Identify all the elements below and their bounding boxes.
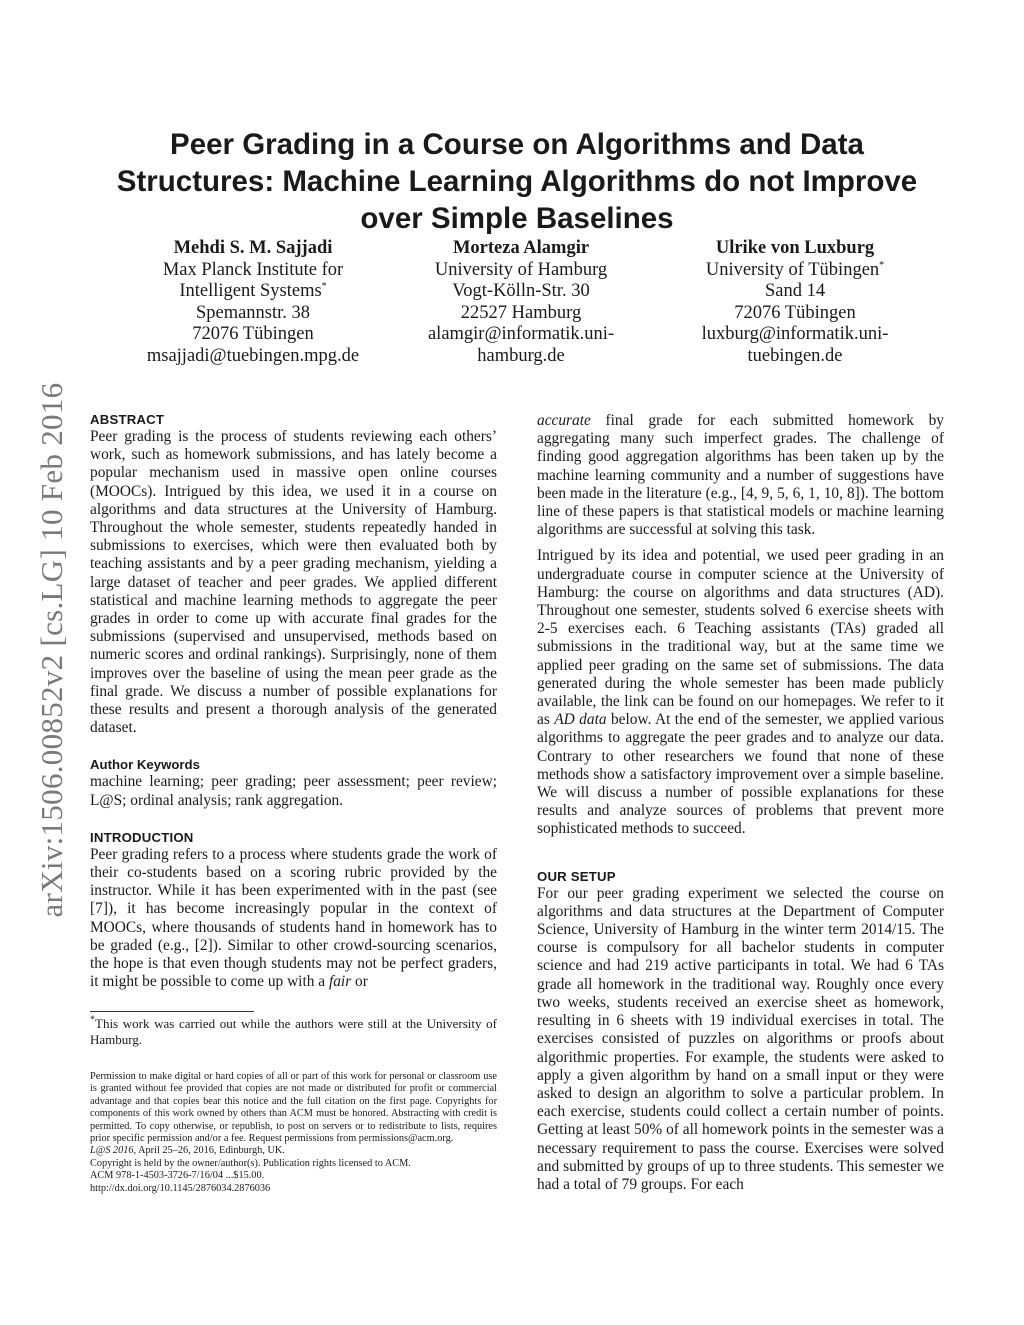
arxiv-identifier: arXiv:1506.00852v2 [cs.LG] 10 Feb 2016 — [34, 382, 69, 918]
title-line: Structures: Machine Learning Algorithms do not Improve — [116, 165, 918, 198]
author-affiliation: University of Tübingen* — [705, 259, 885, 280]
author-affiliation: Intelligent Systems* — [179, 281, 327, 302]
left-column — [90, 412, 497, 991]
introduction-paragraph: Peer grading refers to a process where students grade the work of their co-students based on a scoring rubric provided by the instructor. While it has been experimented with in the past (see [7]), it has become increasingly popular in the context of MOOCs, where thousands of students hand in homework has to be graded (e.g., [2]). Similar to other crowd-sourcing scenarios, the hope is that even though students may not be perfect graders, it might be possible to come up with a fair or — [90, 845, 497, 991]
author-email: tuebingen.de — [747, 345, 843, 366]
italic-term: fair — [328, 973, 352, 991]
author-name: Mehdi S. M. Sajjadi — [173, 238, 333, 258]
footnote-text: This work was carried out while the authors were still at the University of Hamburg. — [90, 1016, 497, 1047]
isbn: ACM 978-1-4503-3726-7/16/04 ...$15.00. — [90, 1170, 265, 1182]
setup-heading: OUR SETUP — [537, 868, 616, 884]
author-block — [381, 238, 661, 368]
right-column — [537, 412, 944, 1194]
author-email: msajjadi@tuebingen.mpg.de — [146, 345, 360, 366]
author-city: 72076 Tübingen — [734, 302, 856, 323]
italic-term: AD data — [554, 711, 607, 729]
author-city: 72076 Tübingen — [192, 324, 314, 345]
author-street: Sand 14 — [764, 281, 826, 302]
doi-link[interactable]: http://dx.doi.org/10.1145/2876034.2876036 — [90, 1182, 271, 1194]
title-line: Peer Grading in a Course on Algorithms and Data — [170, 128, 864, 161]
keywords-text: machine learning; peer grading; peer assessment; peer review; L@S; ordinal analysis; rank aggregation. — [90, 773, 497, 809]
author-block — [655, 238, 935, 368]
introduction-continuation: accurate final grade for each submitted homework by aggregating many such imperfect grades. The challenge of finding good aggregation algorithms has been taken up by the machine learning community and a number of suggestions have been made in the literature (e.g., [4, 9, 5, 6, 1, 10, 8]). The bottom line of these papers is that statistical models or machine learning algorithms are successful at solving this task. — [537, 412, 944, 539]
author-affiliation: University of Hamburg — [434, 259, 608, 280]
setup-text: For our peer grading experiment we selected the course on algorithms and data structures at the Department of Computer Science, University of Hamburg in the winter term 2014/15. The course is compulsory for all bachelor students in computer science and had 219 active participants in total. We had 6 TAs grade all homework in the traditional way. Roughly once every two weeks, students received an exercise sheet as homework, resulting in 6 sheets with 19 individual exercises in total. The exercises consisted of puzzles on algorithms or proofs about algorithmic properties. For example, the students were asked to apply a given algorithm by hand on a small input or they were asked to design an algorithm to solve a particular problem. In each exercise, students could collect a certain number of points. Getting at least 50% of all homework points in the semester was a necessary requirement to pass the course. Exercises were solved and submitted by groups of up to three students. This semester we had a total of 79 groups. For each — [537, 884, 944, 1193]
author-affiliation: Max Planck Institute for — [162, 259, 344, 280]
introduction-heading: INTRODUCTION — [90, 829, 194, 845]
permission-text: Permission to make digital or hard copies of all or part of this work for personal or classroom use is granted without fee provided that copies are not made or distributed for profit or commercial advantage and that copies bear this notice and the full citation on the first page. Copyrights for components of this work owned by others than ACM must be honored. Abstracting with credit is permitted. To copy otherwise, or republish, to post on servers or to redistribute to lists, requires prior specific permission and/or a fee. Request permissions from permissions@acm.org. — [90, 1071, 497, 1145]
title-line: over Simple Baselines — [360, 202, 674, 235]
author-street: Spemannstr. 38 — [195, 302, 311, 323]
abstract-heading: ABSTRACT — [90, 412, 165, 427]
footnote-rule — [90, 1011, 254, 1012]
footnote-mark: * — [879, 259, 885, 271]
keywords-heading: Author Keywords — [90, 757, 200, 773]
copyright-notice: Copyright is held by the owner/author(s). Publication rights licensed to ACM. — [90, 1157, 411, 1169]
author-name: Morteza Alamgir — [452, 238, 590, 258]
author-city: 22527 Hamburg — [460, 302, 582, 323]
italic-term: accurate — [537, 412, 591, 429]
footnote — [90, 1011, 497, 1047]
footnote-mark: * — [90, 1014, 95, 1026]
permission-block — [90, 1071, 497, 1195]
author-email: luxburg@informatik.uni- — [701, 324, 889, 345]
author-email: alamgir@informatik.uni- — [427, 324, 615, 345]
author-name: Ulrike von Luxburg — [715, 238, 875, 258]
footnote-mark: * — [321, 281, 327, 293]
author-block — [113, 238, 393, 368]
author-email: hamburg.de — [477, 345, 565, 366]
introduction-paragraph-2: Intrigued by its idea and potential, we used peer grading in an undergraduate course in computer science at the University of Hamburg: the course on algorithms and data structures (AD). Throughout one semester, students solved 6 exercise sheets with 2-5 exercises each. 6 Teaching assistants (TAs) graded all submissions in the traditional way, but at the same time we applied peer grading on the same set of submissions. The data generated during the whole semester has been made publicly available, the link can be found on our homepages. We refer to it as AD data below. At the end of the semester, we applied various algorithms to aggregate the peer grades and to analyze our data. Contrary to other researchers we found that none of these methods show a satisfactory improvement over a simple baseline. We will discuss a number of possible explanations for these results and analyze sources of problems that prevent more sophisticated methods to succeed. — [537, 547, 944, 838]
paper-title — [90, 126, 944, 237]
abstract-text: Peer grading is the process of students reviewing each others’ work, such as homework submissions, and has lately become a popular mechanism used in massive open online courses (MOOCs). Intrigued by this idea, we used it in a course on algorithms and data structures at the University of Hamburg. Throughout the whole semester, students repeatedly handed in submissions to exercises, which were then evaluated both by teaching assistants and by a peer grading mechanism, yielding a large dataset of teacher and peer grades. We applied different statistical and machine learning methods to aggregate the peer grades in order to come up with accurate final grades for the submissions (supervised and unsupervised, methods based on numeric scores and ordinal rankings). Surprisingly, none of them improves over the baseline of using the mean peer grade as the final grade. We discuss a number of possible explanations for these results and present a thorough analysis of the generated dataset. — [90, 428, 497, 737]
author-street: Vogt-Kölln-Str. 30 — [452, 281, 590, 302]
conference-info: L@S 2016, April 25–26, 2016, Edinburgh, UK. — [90, 1145, 285, 1157]
